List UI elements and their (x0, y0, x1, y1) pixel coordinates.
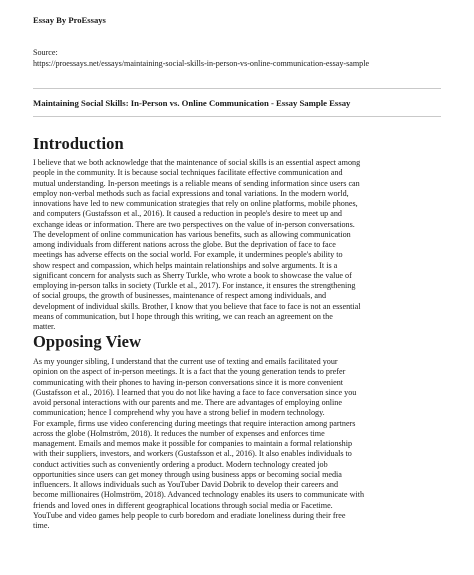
paragraph-line: employing in-person talks in society (Turkle et al., 2017). For instance, it ensures the strengthening (33, 281, 356, 290)
paragraph-line: matter. (33, 322, 56, 331)
paragraph-line: opportunities since users can get money through using business apps or becoming social media (33, 469, 342, 479)
source-url[interactable]: https://proessays.net/essays/maintaining-social-skills-in-person-vs-online-communication-essay-sample (33, 59, 370, 69)
section-body-introduction (33, 158, 443, 332)
paragraph-line: conduct activities such as conveniently ordering a product. Modern technology created job (33, 459, 328, 469)
source-block (33, 47, 445, 70)
paragraph-line: means of communication, but I hope through this writing, we can reach an agreement on the (33, 311, 333, 321)
paragraph-line: influencers. It allows individuals such as YouTuber David Dobrik to develop their careers and (33, 480, 339, 489)
paragraph-line: exchange ideas or information. There are two perspectives on the value of in-person conversations. (33, 219, 355, 229)
paragraph-line: among individuals from different nations across the globe. But the deprivation of face to face (33, 240, 336, 249)
paragraph-line: with their suppliers, investors, and workers (Gustafsson et al., 2016). It also enables individuals to (33, 449, 352, 459)
paragraph-line: I believe that we both acknowledge that the maintenance of social skills is an essential aspect among (33, 158, 361, 167)
paragraph-line: management. Emails and memos make it possible for companies to maintain a formal relationship (33, 439, 353, 448)
paragraph-line: across the globe (Holmström, 2018). It reduces the number of expenses and enforces time (33, 428, 325, 438)
brand-title: Essay By ProEssays (33, 15, 106, 25)
paragraph-line: As my younger sibling, I understand that the current use of texting and emails facilitated your (33, 357, 338, 366)
section-heading-opposing-view: Opposing View (33, 332, 142, 351)
paragraph-line: development of individual skills. Brother, I know that you believe that face to face is not an essential (33, 301, 361, 311)
paragraph-line: show respect and compassion, which helps maintain relationships and solve arguments. It is a (33, 260, 338, 270)
paragraph-line: time. (33, 521, 50, 530)
paragraph-line: people in the community. It is because social techniques facilitate effective communication and (33, 168, 343, 178)
paragraph-line: significant concern for analysts such as Sherry Turkle, who wrote a book to showcase the value of (33, 270, 352, 280)
paragraph-line: The development of online communication has various benefits, such as allowing communication (33, 229, 351, 239)
paragraph-line: become millionaires (Holmström, 2018). Advanced technology enables its users to communicate with (33, 490, 365, 500)
paragraph-line: communication; hence I comprehend why you have a strong belief in modern technology. (33, 408, 325, 418)
paragraph-line: opinion on the aspect of in-person meetings. It is a fact that the young generation tends to prefer (33, 367, 346, 377)
essay-title: Maintaining Social Skills: In-Person vs. Online Communication - Essay Sample Essay (33, 98, 351, 108)
paragraph-line: and computers (Gustafsson et al., 2016). It caused a reduction in people's desire to meet up and (33, 209, 342, 219)
paragraph-line: innovations have led to new communication strategies that rely on online platforms, mobile phones, (33, 199, 358, 208)
source-label: Source: (33, 48, 58, 57)
paragraph-line: communicating with their phones to having in-person conversations since it is more convenient (33, 377, 344, 387)
paragraph-line: YouTube and video games help people to curb boredom and eradiate loneliness during their free (33, 510, 346, 520)
section-body-opposing-view (33, 357, 443, 531)
paragraph-line: meetings has adverse effects on the social world. For example, it undermines people's ability to (33, 250, 343, 260)
paragraph-line: mutual understanding. In-person meetings is a reliable means of sending information since users can (33, 178, 360, 188)
paragraph-line: of social groups, the growth of businesses, maintenance of respect among individuals, and (33, 291, 327, 301)
paragraph-line: friends and loved ones in different geographical locations through social media or Facetime. (33, 500, 333, 510)
paragraph-line: (Gustafsson et al., 2016). I learned that you do not like having a face to face conversation since you (33, 387, 357, 397)
paragraph-line: avoid personal interactions with our parents and me. There are advantages of employing online (33, 398, 342, 407)
title-divider (33, 116, 441, 117)
paragraph-line: employ non-verbal methods such as facial expressions and tonal variations. In the modern world, (33, 188, 349, 198)
paragraph-line: For example, firms use video conferencing during meetings that require interaction among partners (33, 418, 356, 428)
top-divider (33, 88, 441, 89)
section-heading-introduction: Introduction (33, 134, 124, 153)
